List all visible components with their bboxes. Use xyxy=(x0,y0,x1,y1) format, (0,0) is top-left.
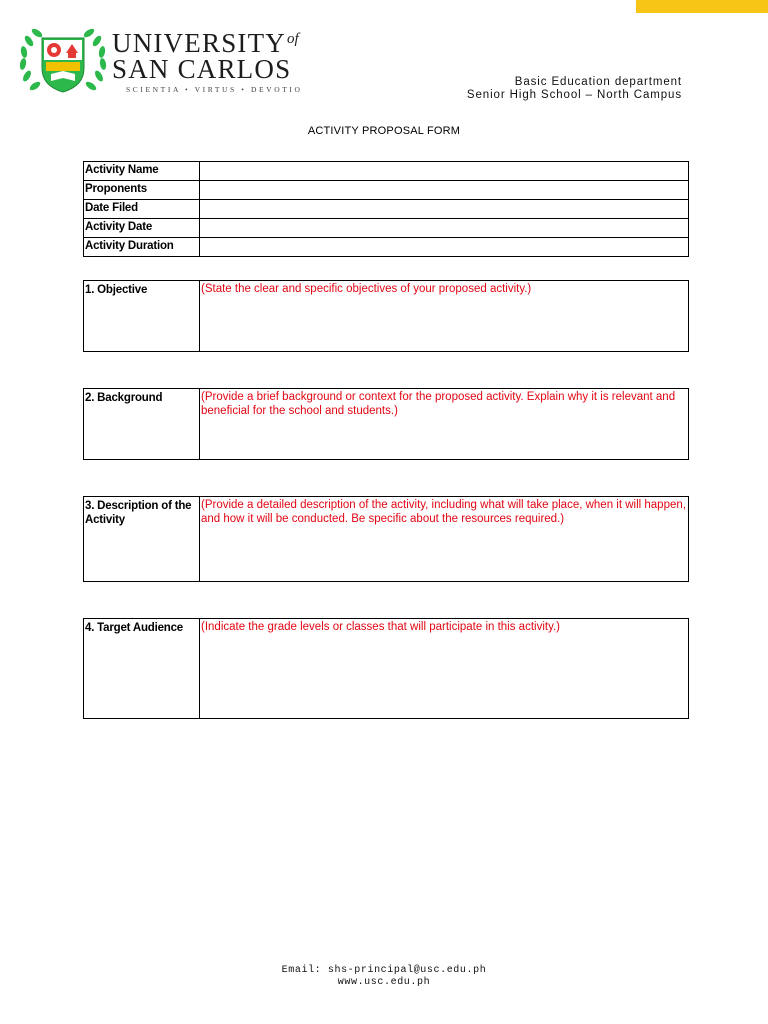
header-accent-bar xyxy=(636,0,768,13)
proponents-field[interactable] xyxy=(200,181,689,200)
objective-section xyxy=(83,280,689,352)
objective-field[interactable]: (State the clear and specific objectives of your proposed activity.) xyxy=(200,281,689,352)
department-name: Basic Education department xyxy=(514,76,682,88)
background-field[interactable]: (Provide a brief background or context for the proposed activity. Explain why it is relevant and beneficial for the school and students.) xyxy=(200,389,689,460)
department-block xyxy=(467,76,682,102)
description-section xyxy=(83,496,689,582)
table-row xyxy=(84,181,689,200)
objective-label: 1. Objective xyxy=(84,281,200,352)
table-row xyxy=(84,219,689,238)
background-label: 2. Background xyxy=(84,389,200,460)
target-audience-label: 4. Target Audience xyxy=(84,619,200,719)
target-audience-field[interactable]: (Indicate the grade levels or classes that will participate in this activity.) xyxy=(200,619,689,719)
wordmark-line-university: UNIVERSITY xyxy=(112,28,286,58)
table-row xyxy=(84,162,689,181)
form-title: ACTIVITY PROPOSAL FORM xyxy=(307,125,461,137)
description-label: 3. Description of the Activity xyxy=(84,497,200,582)
description-field[interactable]: (Provide a detailed description of the activity, including what will take place, when it will happen, and how it will be conducted. Be specific about the resources required.) xyxy=(200,497,689,582)
proponents-label: Proponents xyxy=(84,181,200,200)
table-row xyxy=(84,200,689,219)
activity-duration-field[interactable] xyxy=(200,238,689,257)
table-row xyxy=(84,389,689,460)
university-wordmark xyxy=(112,26,342,94)
wordmark-of: of xyxy=(287,31,299,47)
university-motto: SCIENTIA • VIRTUS • DEVOTIO xyxy=(126,85,303,94)
university-seal-logo xyxy=(18,24,108,98)
activity-name-field[interactable] xyxy=(200,162,689,181)
date-filed-field[interactable] xyxy=(200,200,689,219)
activity-info-table xyxy=(83,161,689,257)
activity-duration-label: Activity Duration xyxy=(84,238,200,257)
wordmark-line-san-carlos: SAN CARLOS xyxy=(112,54,292,84)
date-filed-label: Date Filed xyxy=(84,200,200,219)
table-row xyxy=(84,238,689,257)
activity-date-label: Activity Date xyxy=(84,219,200,238)
footer-website: www.usc.edu.ph xyxy=(337,977,431,988)
background-section xyxy=(83,388,689,460)
campus-name: Senior High School – North Campus xyxy=(466,89,682,101)
page-footer xyxy=(0,965,768,989)
target-audience-section xyxy=(83,618,689,719)
activity-date-field[interactable] xyxy=(200,219,689,238)
table-row xyxy=(84,281,689,352)
table-row xyxy=(84,619,689,719)
table-row xyxy=(84,497,689,582)
footer-email: Email: shs-principal@usc.edu.ph xyxy=(281,965,487,976)
activity-name-label: Activity Name xyxy=(84,162,200,181)
